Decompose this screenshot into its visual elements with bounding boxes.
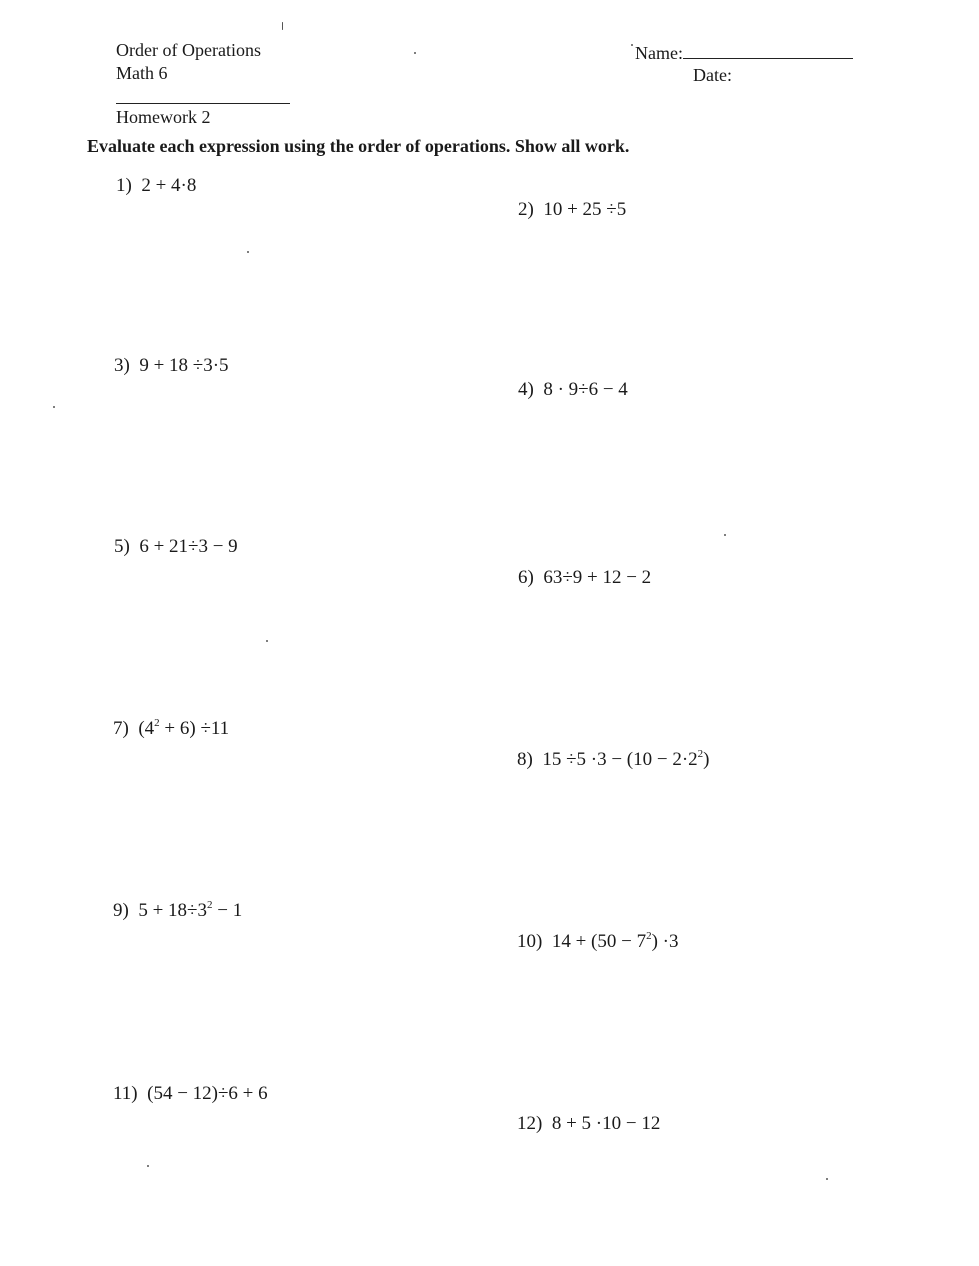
- problem-11: [113, 1083, 268, 1105]
- problem-number: 4): [518, 379, 534, 400]
- class-name: Math 6: [116, 63, 168, 83]
- problem-number: 3): [114, 355, 130, 376]
- problem-expression: 8 + 5 ·10 − 12: [551, 1113, 661, 1134]
- problem-expression: $5 + 18\div 3^2 - 1$: [138, 899, 243, 921]
- problem-4: [518, 379, 628, 401]
- problem-10: [517, 931, 679, 953]
- problem-expression: 10 + 25 ÷5: [543, 199, 627, 220]
- problem-expression: 6 + 21÷3 − 9: [139, 536, 238, 557]
- scan-speck: [147, 1165, 149, 1167]
- scan-speck: [266, 640, 268, 642]
- problem-expression: 2 + 4·8: [141, 175, 197, 196]
- problem-expression: 63÷9 + 12 − 2: [543, 567, 652, 588]
- problem-3: [114, 355, 229, 377]
- problem-expression: $(4^2 + 6) \div 11$: [138, 717, 230, 739]
- problem-expression: 8 · 9÷6 − 4: [543, 379, 628, 400]
- scan-speck: [631, 44, 633, 46]
- problem-1: [116, 175, 196, 197]
- problem-number: 1): [116, 175, 132, 196]
- problem-number: 9): [113, 900, 129, 921]
- problem-number: 11): [113, 1083, 138, 1104]
- scan-speck: [247, 251, 249, 253]
- problem-12: [517, 1113, 660, 1135]
- problem-2: [518, 199, 626, 221]
- problem-expression: (54 − 12)÷6 + 6: [147, 1083, 268, 1104]
- problem-9: [113, 900, 242, 922]
- name-field[interactable]: [635, 42, 853, 64]
- problem-number: 8): [517, 749, 533, 770]
- problem-expression: $14 + (50 - 7^2) \cdot 3$: [551, 930, 679, 952]
- date-label: Date:: [693, 65, 732, 85]
- scan-speck: [282, 22, 283, 30]
- problem-expression: 9 + 18 ÷3·5: [139, 355, 229, 376]
- problem-number: 7): [113, 718, 129, 739]
- problem-expression: $15 \div 5 \cdot 3 - (10 - 2\cdot 2^2)$: [542, 748, 710, 770]
- header-divider: [116, 103, 290, 104]
- problem-7: [113, 718, 229, 740]
- instructions: Evaluate each expression using the order of operations. Show all work.: [87, 136, 630, 156]
- assignment-title: Homework 2: [116, 107, 211, 127]
- problem-number: 12): [517, 1113, 543, 1134]
- scan-speck: [724, 534, 726, 536]
- problem-number: 5): [114, 536, 130, 557]
- problem-6: [518, 567, 651, 589]
- scan-speck: [826, 1178, 828, 1180]
- problem-number: 6): [518, 567, 534, 588]
- problem-number: 10): [517, 931, 543, 952]
- scan-speck: [414, 52, 416, 54]
- scan-speck: [53, 406, 55, 408]
- problem-8: [517, 749, 710, 771]
- name-label: Name:: [635, 43, 683, 63]
- course-title: Order of Operations: [116, 40, 261, 60]
- problem-number: 2): [518, 199, 534, 220]
- name-blank[interactable]: [683, 42, 853, 59]
- problem-5: [114, 536, 238, 558]
